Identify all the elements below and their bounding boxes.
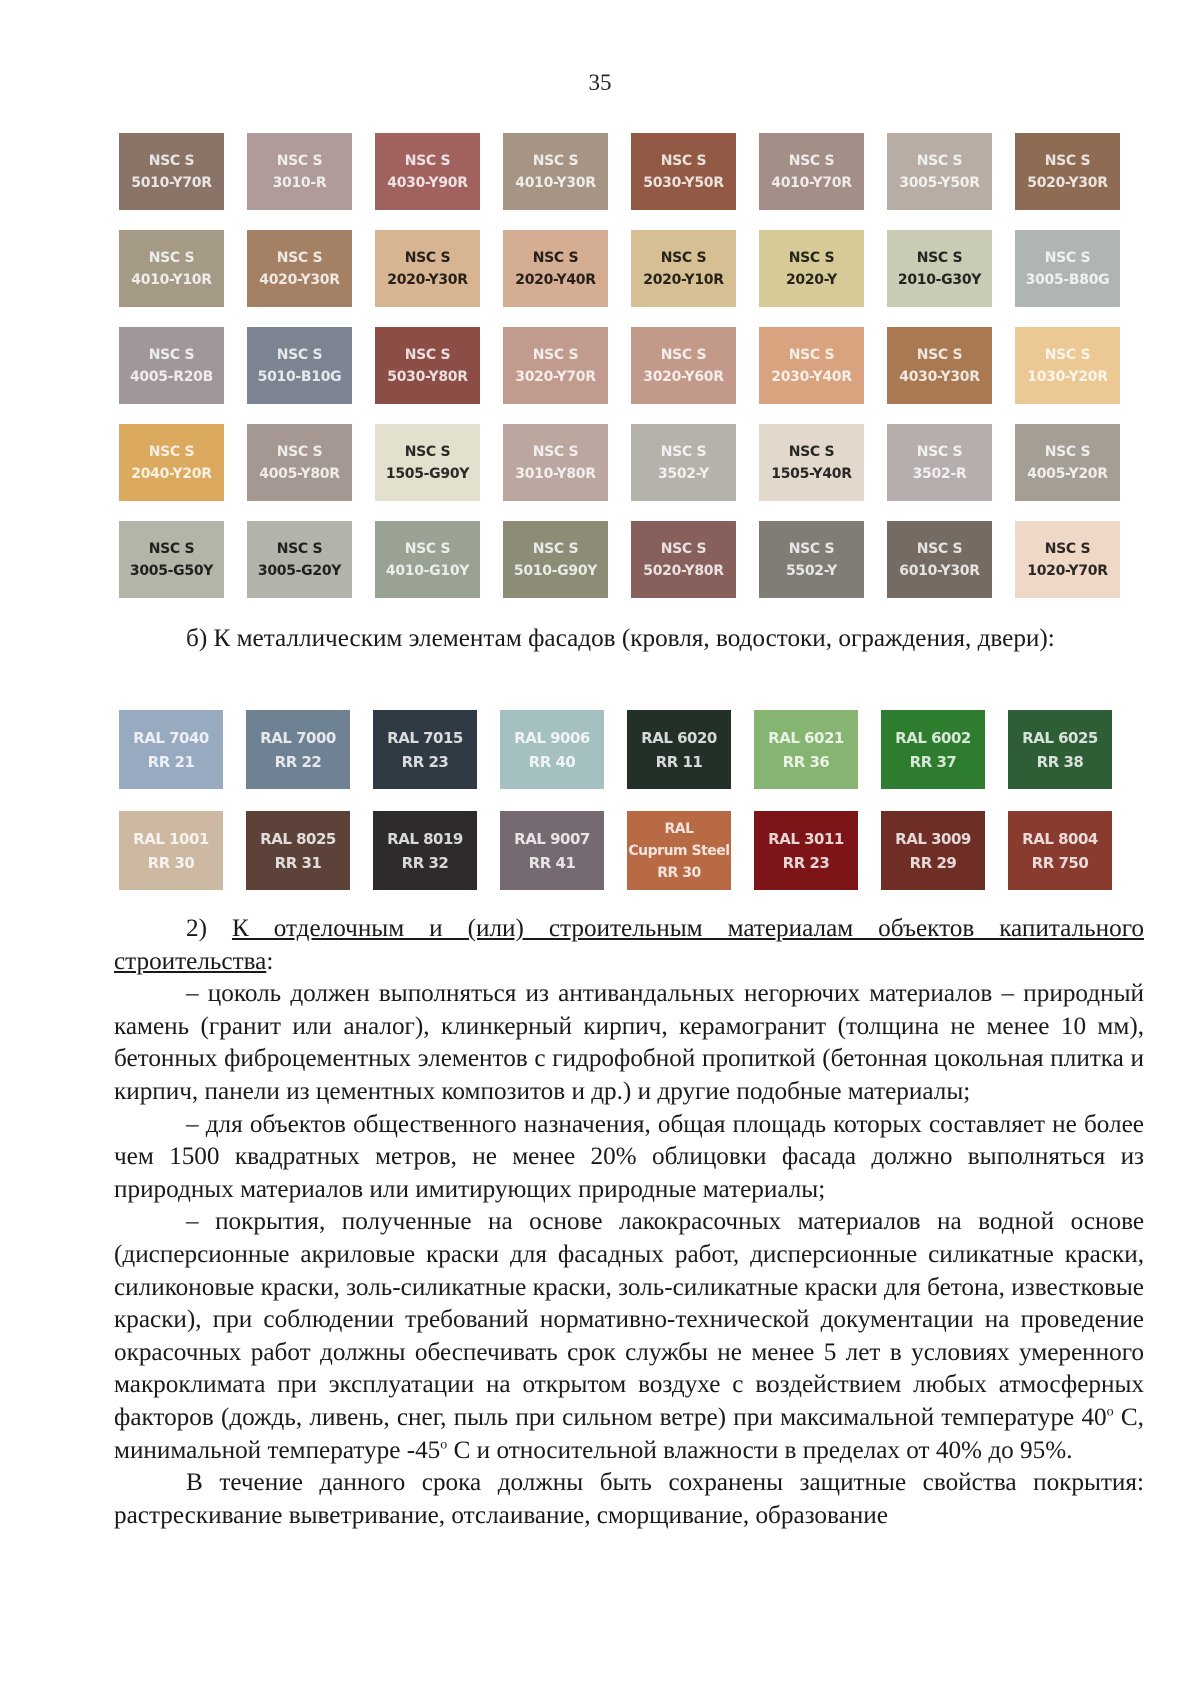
- swatch-label: 3020-Y60R: [643, 368, 724, 385]
- swatch-label: 3010-Y80R: [515, 465, 596, 482]
- swatch-label: NSC S: [916, 346, 963, 363]
- swatch-label: NSC S: [788, 249, 835, 266]
- swatch-label: NSC S: [532, 346, 579, 363]
- swatch-label: NSC S: [276, 443, 323, 460]
- swatch-label: 4030-Y30R: [899, 368, 980, 385]
- color-swatch: [887, 327, 992, 404]
- swatch-label: 3502-Y: [657, 465, 710, 482]
- bullet-public-buildings: – для объектов общественного назначения, общая площадь которых составляет не более чем 1500 квадратных метров, не менее 20% облицовки фасада должно выполняться из природных материалов или имитирующих природные материалы;: [114, 1110, 1144, 1203]
- swatch-label: NSC S: [916, 249, 963, 266]
- color-swatch: [375, 133, 480, 210]
- color-swatch: [759, 327, 864, 404]
- metal-elements-heading: [114, 623, 1144, 656]
- swatch-label: 3502-R: [912, 465, 967, 482]
- color-swatch: [631, 327, 736, 404]
- swatch-label: NSC S: [788, 443, 835, 460]
- swatch-label: 5010-G90Y: [513, 562, 598, 579]
- color-swatch: [503, 133, 608, 210]
- swatch-label: 3020-Y70R: [515, 368, 596, 385]
- swatch-label: RAL 3011: [768, 829, 844, 848]
- swatch-label: NSC S: [532, 249, 579, 266]
- swatch-label: 4020-Y30R: [259, 271, 340, 288]
- swatch-label: NSC S: [148, 346, 195, 363]
- color-swatch: [375, 521, 480, 598]
- color-swatch: [247, 133, 352, 210]
- swatch-label: RAL 8004: [1022, 829, 1098, 848]
- section2-title: К отделочным и (или) строительным материалам объектов капитального строительства: [114, 915, 1144, 975]
- color-swatch: [1008, 811, 1112, 890]
- color-swatch: [119, 710, 223, 789]
- swatch-label: 4030-Y90R: [387, 174, 468, 191]
- swatch-label: NSC S: [148, 443, 195, 460]
- swatch-label: NSC S: [148, 152, 195, 169]
- swatch-label: RAL 6025: [1022, 728, 1098, 747]
- swatch-label: 3010-R: [272, 174, 327, 191]
- color-swatch: [119, 327, 224, 404]
- ral-color-palette: [119, 710, 1112, 890]
- swatch-label: NSC S: [404, 443, 451, 460]
- swatch-label: RR 750: [1031, 853, 1089, 872]
- swatch-label: 3005-B80G: [1025, 271, 1110, 288]
- swatch-label: RAL 9007: [514, 829, 590, 848]
- swatch-label: RR 23: [782, 853, 830, 872]
- color-swatch: [754, 710, 858, 789]
- swatch-label: 4005-Y20R: [1027, 465, 1108, 482]
- section2-colon: :: [266, 947, 274, 975]
- swatch-label: NSC S: [660, 152, 707, 169]
- color-swatch: [247, 521, 352, 598]
- page-number: 35: [588, 70, 612, 95]
- swatch-label: RR 41: [528, 853, 576, 872]
- section2-number: 2): [186, 915, 232, 942]
- swatch-label: NSC S: [1044, 152, 1091, 169]
- bullet-coatings-text-1: – покрытия, полученные на основе лакокрасочных материалов на водной основе (дисперсионные акриловые краски для фасадных работ, дисперсионные силикатные краски, силиконовые краски, золь-силикатные краски, золь-силикатные краски для бетона, известковые краски), при соблюдении требований нормативно-технической документации на проведение окрасочных работ должны обеспечивать срок службы не менее 5 лет в условиях умеренного макроклимата при эксплуатации на открытом воздухе с воздействием любых атмосферных факторов (дождь, ливень, снег, пыль при сильном ветре) при максимальной температуре 40: [114, 1208, 1144, 1431]
- bullet-coatings: [114, 1206, 1144, 1467]
- swatch-label: RAL 6002: [895, 728, 971, 747]
- nsc-color-palette: [119, 133, 1120, 598]
- section2-heading: [114, 913, 1144, 978]
- swatch-label: RR 30: [657, 864, 701, 881]
- color-swatch: [500, 811, 604, 890]
- color-swatch: [247, 424, 352, 501]
- swatch-label: 3005-Y50R: [899, 174, 980, 191]
- color-swatch: [503, 424, 608, 501]
- swatch-label: 4010-Y70R: [771, 174, 852, 191]
- color-swatch: [881, 811, 985, 890]
- color-swatch: [373, 811, 477, 890]
- color-swatch: [754, 811, 858, 890]
- color-swatch: [503, 521, 608, 598]
- degree-sign-max: o: [1106, 1404, 1114, 1420]
- swatch-label: RAL 9006: [514, 728, 590, 747]
- swatch-label: RAL 8025: [260, 829, 336, 848]
- color-swatch: [375, 327, 480, 404]
- swatch-label: NSC S: [404, 249, 451, 266]
- swatch-label: RR 38: [1036, 752, 1084, 771]
- bullet-coatings-text-2: С, минимальной температуре -45: [114, 1403, 1144, 1464]
- swatch-label: 1030-Y20R: [1027, 368, 1108, 385]
- color-swatch: [887, 230, 992, 307]
- swatch-label: 4005-Y80R: [259, 465, 340, 482]
- swatch-label: NSC S: [276, 346, 323, 363]
- color-swatch: [1015, 521, 1120, 598]
- swatch-label: Cuprum Steel: [628, 842, 730, 859]
- swatch-label: RR 37: [909, 752, 957, 771]
- swatch-label: 4010-Y30R: [515, 174, 596, 191]
- swatch-label: NSC S: [660, 249, 707, 266]
- swatch-label: 2020-Y: [785, 271, 838, 288]
- swatch-label: NSC S: [1044, 249, 1091, 266]
- swatch-label: RR 32: [401, 853, 449, 872]
- color-swatch: [247, 230, 352, 307]
- swatch-label: RAL 7040: [133, 728, 209, 747]
- swatch-label: 2020-Y10R: [643, 271, 724, 288]
- swatch-label: NSC S: [788, 540, 835, 557]
- color-swatch: [1015, 424, 1120, 501]
- swatch-label: RAL 7000: [260, 728, 336, 747]
- bullet-coatings-text-3: С и относительной влажности в пределах от 40% до 95%.: [447, 1436, 1073, 1464]
- swatch-label: RR 11: [655, 752, 703, 771]
- color-swatch: [881, 710, 985, 789]
- color-swatch: [759, 230, 864, 307]
- swatch-label: 1020-Y70R: [1027, 562, 1108, 579]
- color-swatch: [373, 710, 477, 789]
- swatch-label: NSC S: [916, 443, 963, 460]
- swatch-label: RR 31: [274, 853, 322, 872]
- swatch-label: RAL 1001: [133, 829, 209, 848]
- swatch-label: 5030-Y50R: [643, 174, 724, 191]
- swatch-label: NSC S: [660, 443, 707, 460]
- color-swatch: [500, 710, 604, 789]
- swatch-label: NSC S: [1044, 346, 1091, 363]
- final-paragraph: В течение данного срока должны быть сохранены защитные свойства покрытия: растрескивание выветривание, отслаивание, сморщивание, образование: [114, 1469, 1144, 1529]
- swatch-label: RR 36: [782, 752, 830, 771]
- bullet-plinth: – цоколь должен выполняться из антивандальных негорючих материалов – природный камень (гранит или аналог), клинкерный кирпич, керамогранит (толщина не менее 10 мм), бетонных фиброцементных элементов с гидрофобной пропиткой (бетонная цокольная плитка и кирпич, панели из цементных композитов и др.) и другие подобные материалы;: [114, 980, 1144, 1105]
- swatch-label: NSC S: [788, 152, 835, 169]
- color-swatch: [627, 811, 731, 890]
- swatch-label: 1505-Y40R: [771, 465, 852, 482]
- color-swatch: [887, 424, 992, 501]
- swatch-label: 2020-Y40R: [515, 271, 596, 288]
- color-swatch: [1015, 327, 1120, 404]
- metal-heading-text: б) К металлическим элементам фасадов (кровля, водостоки, ограждения, двери):: [186, 625, 1055, 652]
- swatch-label: 2040-Y20R: [131, 465, 212, 482]
- swatch-label: NSC S: [916, 540, 963, 557]
- swatch-label: 4010-Y10R: [131, 271, 212, 288]
- swatch-label: 5030-Y80R: [387, 368, 468, 385]
- swatch-label: NSC S: [1044, 443, 1091, 460]
- swatch-label: 2020-Y30R: [387, 271, 468, 288]
- swatch-label: 4010-G10Y: [385, 562, 470, 579]
- swatch-label: 4005-R20B: [129, 368, 213, 385]
- swatch-label: NSC S: [276, 249, 323, 266]
- color-swatch: [375, 230, 480, 307]
- swatch-label: 2030-Y40R: [771, 368, 852, 385]
- swatch-label: 6010-Y30R: [899, 562, 980, 579]
- color-swatch: [627, 710, 731, 789]
- swatch-label: NSC S: [660, 346, 707, 363]
- color-swatch: [119, 521, 224, 598]
- swatch-label: 2010-G30Y: [897, 271, 982, 288]
- swatch-label: NSC S: [916, 152, 963, 169]
- swatch-label: NSC S: [532, 540, 579, 557]
- color-swatch: [119, 133, 224, 210]
- swatch-label: RR 40: [528, 752, 576, 771]
- swatch-label: 5502-Y: [785, 562, 838, 579]
- color-swatch: [1008, 710, 1112, 789]
- color-swatch: [759, 424, 864, 501]
- swatch-label: NSC S: [1044, 540, 1091, 557]
- color-swatch: [631, 521, 736, 598]
- color-swatch: [503, 230, 608, 307]
- swatch-label: NSC S: [532, 152, 579, 169]
- swatch-label: RR 22: [274, 752, 322, 771]
- color-swatch: [246, 811, 350, 890]
- color-swatch: [759, 521, 864, 598]
- swatch-label: RR 29: [909, 853, 957, 872]
- swatch-label: 3005-G50Y: [129, 562, 214, 579]
- swatch-label: NSC S: [404, 346, 451, 363]
- swatch-label: 5020-Y80R: [643, 562, 724, 579]
- color-swatch: [1015, 133, 1120, 210]
- swatch-label: RR 30: [147, 853, 195, 872]
- swatch-label: NSC S: [148, 249, 195, 266]
- materials-section: [114, 913, 1144, 1532]
- swatch-label: RR 23: [401, 752, 449, 771]
- swatch-label: 1505-G90Y: [385, 465, 470, 482]
- swatch-label: 5010-Y70R: [131, 174, 212, 191]
- color-swatch: [631, 230, 736, 307]
- swatch-label: NSC S: [404, 152, 451, 169]
- swatch-label: RAL 6021: [768, 728, 844, 747]
- swatch-label: 3005-G20Y: [257, 562, 342, 579]
- color-swatch: [119, 230, 224, 307]
- swatch-label: NSC S: [148, 540, 195, 557]
- color-swatch: [503, 327, 608, 404]
- color-swatch: [887, 133, 992, 210]
- swatch-label: 5020-Y30R: [1027, 174, 1108, 191]
- color-swatch: [119, 424, 224, 501]
- color-swatch: [759, 133, 864, 210]
- swatch-label: NSC S: [276, 540, 323, 557]
- color-swatch: [1015, 230, 1120, 307]
- degree-sign-min: o: [440, 1437, 448, 1453]
- swatch-label: RAL: [664, 820, 694, 837]
- color-swatch: [119, 811, 223, 890]
- swatch-label: RAL 8019: [387, 829, 463, 848]
- swatch-label: NSC S: [788, 346, 835, 363]
- color-swatch: [887, 521, 992, 598]
- color-swatch: [246, 710, 350, 789]
- swatch-label: NSC S: [660, 540, 707, 557]
- color-swatch: [631, 424, 736, 501]
- color-swatch: [247, 327, 352, 404]
- swatch-label: NSC S: [404, 540, 451, 557]
- color-swatch: [375, 424, 480, 501]
- swatch-label: RAL 7015: [387, 728, 463, 747]
- swatch-label: NSC S: [532, 443, 579, 460]
- swatch-label: RAL 6020: [641, 728, 717, 747]
- swatch-label: RR 21: [147, 752, 195, 771]
- swatch-label: NSC S: [276, 152, 323, 169]
- swatch-label: RAL 3009: [895, 829, 971, 848]
- color-swatch: [631, 133, 736, 210]
- swatch-label: 5010-B10G: [257, 368, 342, 385]
